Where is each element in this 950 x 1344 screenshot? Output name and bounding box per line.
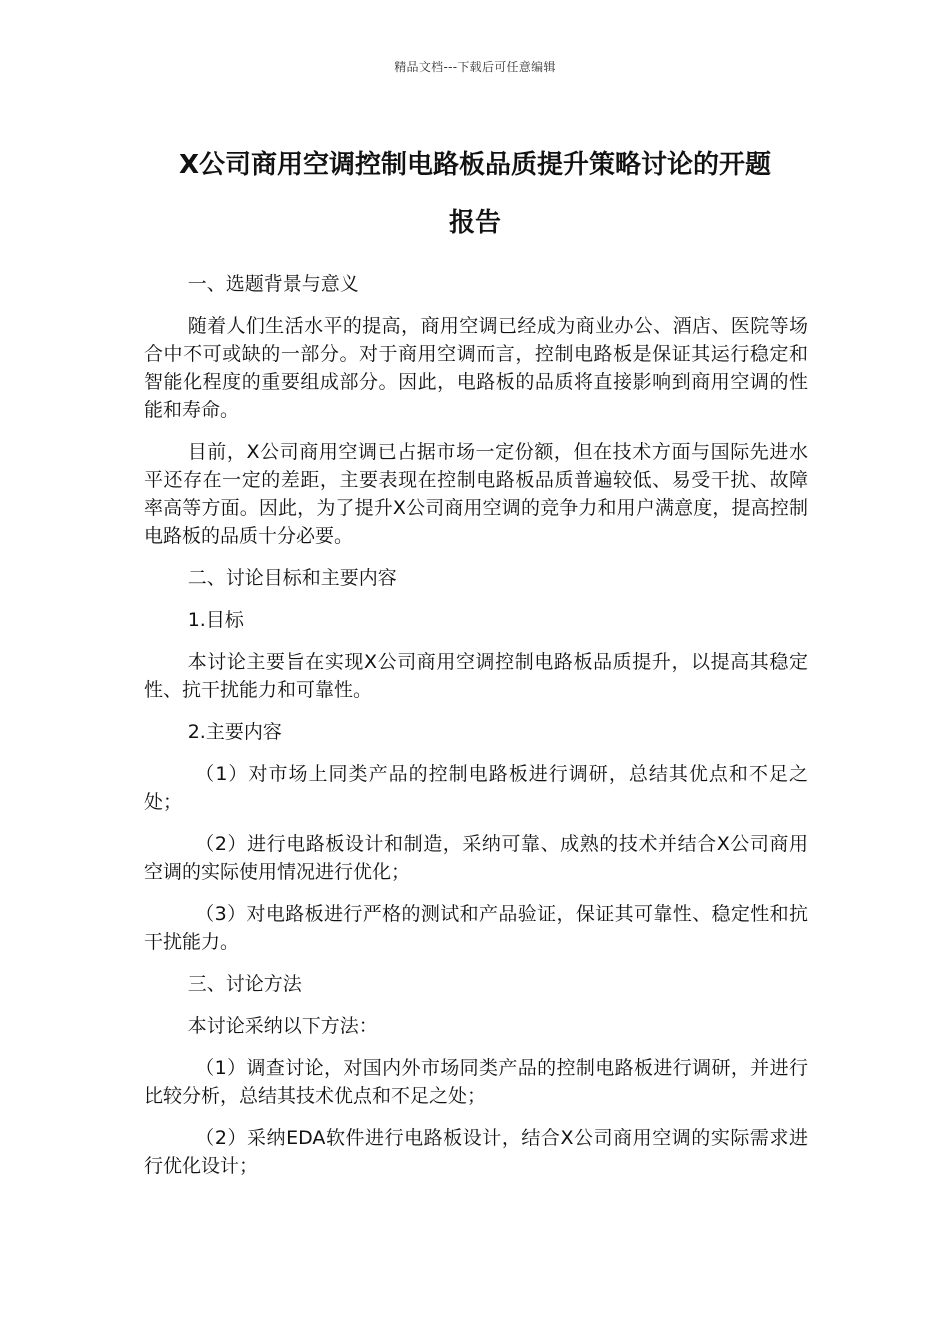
- title-line-2: 报告: [448, 208, 501, 238]
- section-2-goal-text: 本讨论主要旨在实现X公司商用空调控制电路板品质提升，以提高其稳定性、抗干扰能力和可靠性。: [144, 651, 808, 701]
- document-title: [140, 136, 810, 252]
- page-header-note: 精品文档---下载后可任意编辑: [394, 60, 556, 74]
- section-1-paragraph-1: 随着人们生活水平的提高，商用空调已经成为商业办公、酒店、医院等场合中不可或缺的一部分。对于商用空调而言，控制电路板是保证其运行稳定和智能化程度的重要组成部分。因此，电路板的品质将直接影响到商用空调的性能和寿命。: [144, 315, 808, 421]
- document-body: [144, 270, 808, 1194]
- section-1-paragraph-2: 目前，X公司商用空调已占据市场一定份额，但在技术方面与国际先进水平还存在一定的差距，主要表现在控制电路板品质普遍较低、易受干扰、故障率高等方面。因此，为了提升X公司商用空调的竞争力和用户满意度，提高控制电路板的品质十分必要。: [144, 441, 808, 547]
- section-2-item-1: （1）对市场上同类产品的控制电路板进行调研，总结其优点和不足之处；: [144, 763, 808, 813]
- section-1-heading: 一、选题背景与意义: [187, 273, 359, 295]
- section-2-item-3: （3）对电路板进行严格的测试和产品验证，保证其可靠性、稳定性和抗干扰能力。: [144, 903, 808, 953]
- section-2-subheading-content: 2.主要内容: [187, 721, 282, 743]
- section-2-heading: 二、讨论目标和主要内容: [187, 567, 397, 589]
- section-3-item-1: （1）调查讨论，对国内外市场同类产品的控制电路板进行调研，并进行比较分析，总结其技术优点和不足之处；: [144, 1057, 808, 1107]
- section-2-item-2: （2）进行电路板设计和制造，采纳可靠、成熟的技术并结合X公司商用空调的实际使用情况进行优化；: [144, 833, 808, 883]
- section-3-intro: 本讨论采纳以下方法：: [187, 1015, 378, 1037]
- title-line-1: X公司商用空调控制电路板品质提升策略讨论的开题: [178, 150, 772, 180]
- section-3-heading: 三、讨论方法: [187, 973, 302, 995]
- section-3-item-2: （2）采纳EDA软件进行电路板设计，结合X公司商用空调的实际需求进行优化设计；: [144, 1127, 808, 1177]
- section-2-subheading-goal: 1.目标: [187, 609, 244, 631]
